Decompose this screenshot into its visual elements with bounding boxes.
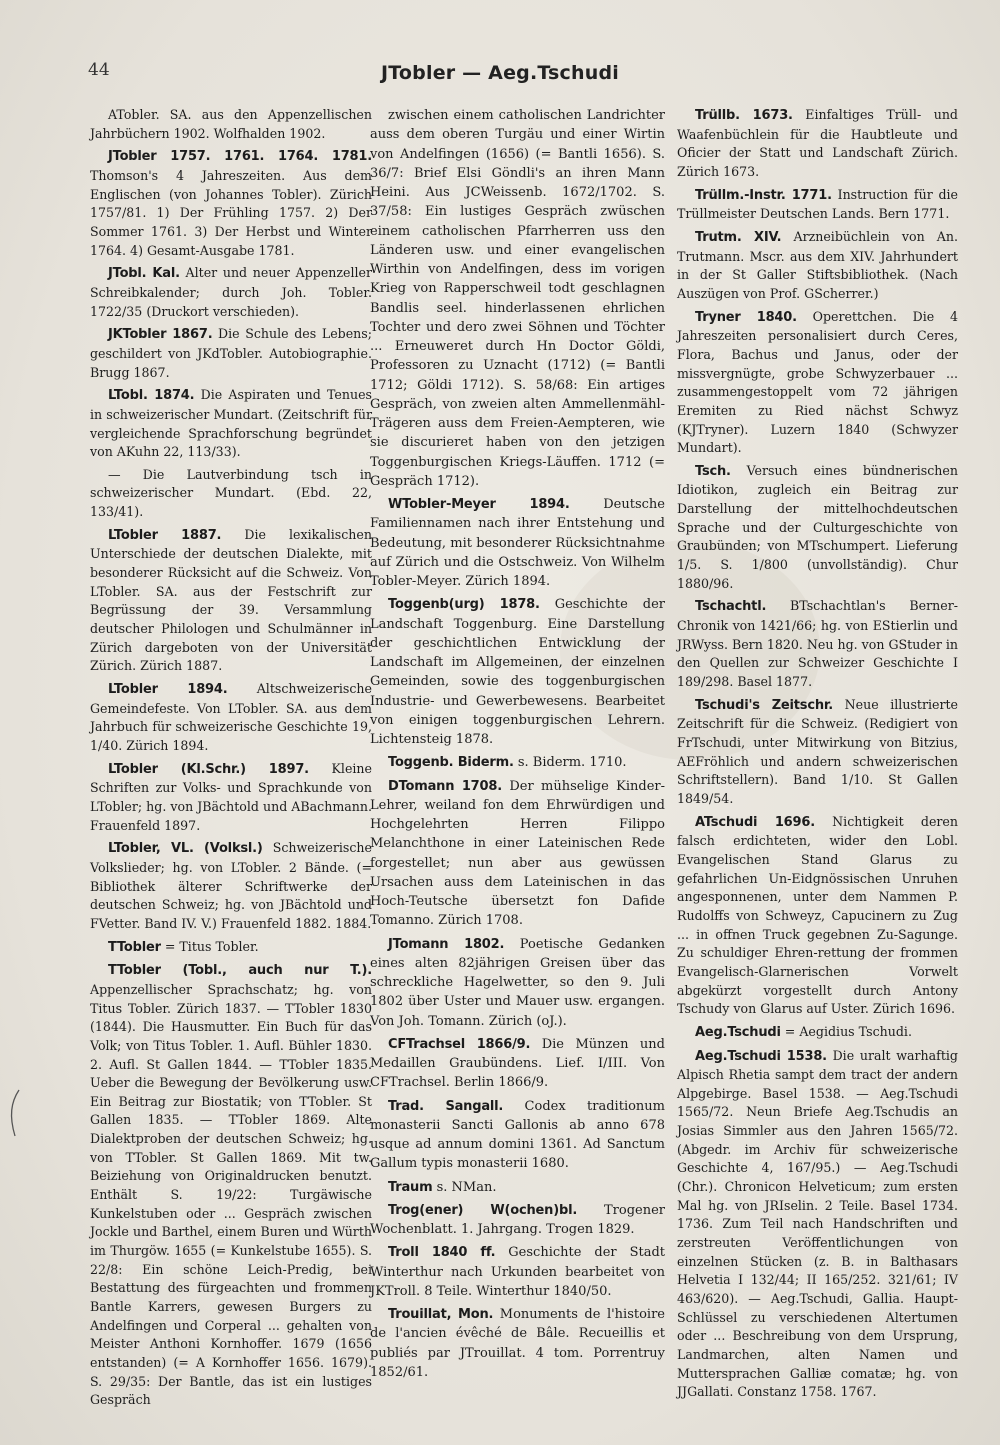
entry-siglum: LTobler 1887. bbox=[108, 527, 222, 543]
entry-siglum: JTomann 1802. bbox=[388, 936, 505, 952]
bibliography-entry bbox=[90, 680, 372, 756]
bibliography-entry bbox=[90, 325, 372, 382]
entry-text: Die Münzen und Medaillen Graubündens. Lief. I/III. Von CFTrachsel. Berlin 1866/9. bbox=[370, 1036, 665, 1091]
entry-text: Arzneibüchlein von An. Trutmann. Mscr. aus dem XIV. Jahrhundert in der St Galler Stiftsbibliothek. (Nach Auszügen von Prof. GScherrer.) bbox=[677, 228, 958, 301]
entry-siglum: TTobler bbox=[108, 939, 161, 955]
entry-text: s. Biderm. 1710. bbox=[513, 755, 627, 771]
bibliography-entry bbox=[370, 1243, 665, 1301]
entry-siglum: Aeg.Tschudi 1538. bbox=[695, 1048, 827, 1064]
bibliography-entry bbox=[90, 839, 372, 933]
bibliography-entry bbox=[90, 938, 372, 958]
entry-text: Trogener Wochenblatt. 1. Jahrgang. Trogen 1829. bbox=[370, 1202, 665, 1237]
entry-siglum: Aeg.Tschudi bbox=[695, 1024, 781, 1040]
column-left bbox=[90, 106, 372, 1414]
entry-siglum: LTobler 1894. bbox=[108, 682, 228, 698]
entry-siglum: ATschudi 1696. bbox=[695, 814, 815, 830]
entry-text: Die uralt warhaftig Alpisch Rhetia sampt dem tract der andern Alpgebirge. Basel 1538. — Aeg.Tschudi 1565/72. Neun Briefe Aeg.Tschudis an Josias Simmler aus den Jahren 1565/72. (Abgedr. im Archiv für schweizerische Geschichte 4, 167/95.) — Aeg.Tschudi (Chr.). Chronicon Helveticum; zum ersten Mal hg. von JRIselin. 2 Teile. Basel 1734. 1736. Zum Teil nach Handschriften und zerstreuten Veröffentlichungen von einzelnen Stücken (z. B. in Balthasars Helvetia I 132/44; II 165/252. 321/61; IV 463/620). — Aeg.Tschudi, Gallia. Haupt-Schlüssel zu verschiedenen Altertumen oder ... Beschreibung von dem Ursprung, Landmarchen, alten Namen und Muttersprachen Galliæ comatæ; hg. von JJGallati. Constanz 1758. 1767. bbox=[677, 1047, 958, 1400]
entry-siglum: LTobl. 1874. bbox=[108, 388, 195, 404]
entry-text: Nichtigkeit deren falsch erdichteten, wider den Lobl. Evangelischen Stand Glarus zu gefahrlichen Un-Eidgnössischen Unruhen angesponnenen, unter dem Nammen P. Rudolffs von Schweyz, Capucinern zu Zug ... in offnen Truck gegebnen Zu-Sagunge. Zu schuldiger Ehren-rettung der frommen Evangelisch-Glarnerischen Vorwelt abgekürzt vorgestellt durch Antony Tschudy von Glarus auf Uster. Zürich 1696. bbox=[677, 813, 958, 1017]
entry-text: Neue illustrierte Zeitschrift für die Schweiz. (Redigiert von FrTschudi, unter Mitwirkung von Bitzius, AEFröhlich und andern schweizerischen Schriftstellern). Band 1/10. St Gallen 1849/54. bbox=[677, 696, 958, 806]
entry-text: Versuch eines bündnerischen Idiotikon, zugleich ein Beitrag zur Darstellung der mittelhochdeutschen Sprache und der Culturgeschichte von Graubünden; von MTschumpert. Lieferung 1/5. S. 1/800 (unvollständig). Chur 1880/96. bbox=[677, 462, 958, 591]
entry-siglum: Tryner 1840. bbox=[695, 309, 797, 325]
bibliography-entry bbox=[90, 147, 372, 260]
entry-siglum: Trüllb. 1673. bbox=[695, 108, 793, 123]
entry-text: BTschachtlan's Berner-Chronik von 1421/66; hg. von EStierlin und JRWyss. Bern 1820. Neu hg. von GStuder in den Quellen zur Schweizer Geschichte I 189/298. Basel 1877. bbox=[677, 598, 958, 690]
entry-text: Operettchen. Die 4 Jahreszeiten personalisiert durch Ceres, Flora, Bachus und Janus, oder der missvergnügte, grobe Schwyzerbauer ... zusammengestoppelt vom 72 jährigen Eremiten zu Ried nächst Schwyz (KJTryner). Luzern 1840 (Schwyzer Mundart). bbox=[677, 308, 959, 456]
entry-siglum: Tsch. bbox=[695, 463, 731, 479]
entry-text: Geschichte der Landschaft Toggenburg. Eine Darstellung der geschichtlichen Entwicklung der Landschaft im Allgemeinen, der einzelnen Gemeinden, sowie des toggenburgischen Industrie- und Gewerbewesens. Bearbeitet von einigen toggenburgischen Lehrern. Lichtensteig 1878. bbox=[370, 597, 665, 747]
column-middle bbox=[370, 106, 665, 1386]
column-right bbox=[677, 106, 958, 1406]
entry-text: Die Schule des Lebens; geschildert von JKdTobler. Autobiographie. Brugg 1867. bbox=[90, 326, 372, 380]
bibliography-entry bbox=[370, 595, 665, 749]
entry-text: Instruction für die Trüllmeister Deutschen Lands. Bern 1771. bbox=[677, 186, 959, 222]
bibliography-entry bbox=[90, 760, 372, 836]
bibliography-entry bbox=[677, 597, 958, 691]
bibliography-entry bbox=[677, 308, 958, 458]
bibliography-entry bbox=[677, 106, 958, 182]
entry-siglum: JTobl. Kal. bbox=[108, 266, 180, 282]
page-number: 44 bbox=[88, 60, 110, 80]
entry-text: Codex traditionum monasterii Sancti Gallonis ab anno 678 usque ad annum domini 1361. Ad Sanctum Gallum typis monasterii 1680. bbox=[370, 1098, 665, 1172]
running-head: JTobler — Aeg.Tschudi bbox=[381, 62, 619, 84]
entry-text: Der mühselige Kinder-Lehrer, weiland fon dem Ehrwürdigen und Hochgelehrten Herren Filippo Melanchthone in einer Lateinischen Rede forgestellet; nun aber aus gewüssen Ursachen auss dem Lateinischen in das Hoch-Teutsche übersetzt fon Dafide Tomanno. Zürich 1708. bbox=[370, 778, 665, 929]
bibliography-entry bbox=[370, 106, 665, 491]
entry-text: Deutsche Familiennamen nach ihrer Entstehung und Bedeutung, mit besonderer Rücksichtnahme auf Zürich und die Ostschweiz. Von Wilhelm Tobler-Meyer. Zürich 1894. bbox=[370, 497, 665, 589]
entry-siglum: Tschachtl. bbox=[695, 599, 767, 615]
entry-text: ATobler. SA. aus den Appenzellischen Jahrbüchern 1902. Wolfhalden 1902. bbox=[90, 107, 372, 141]
entry-text: Geschichte der Stadt Winterthur nach Urkunden bearbeitet von JKTroll. 8 Teile. Winterthur 1840/50. bbox=[370, 1245, 665, 1299]
entry-siglum: Trutm. XIV. bbox=[695, 229, 782, 245]
entry-siglum: Trad. Sangall. bbox=[388, 1098, 504, 1114]
bibliography-entry bbox=[90, 466, 372, 522]
bibliography-entry bbox=[370, 1305, 665, 1382]
entry-text: — Die Lautverbindung tsch in schweizerischer Mundart. (Ebd. 22, 133/41). bbox=[90, 466, 372, 520]
bibliography-entry bbox=[370, 1035, 665, 1093]
entry-siglum: Traum bbox=[388, 1179, 433, 1195]
entry-text: Thomson's 4 Jahreszeiten. Aus dem Englischen (von Johannes Tobler). Zürich 1757/81. 1) Der Frühling 1757. 2) Der Sommer 1761. 3) Der Herbst und Winter 1764. 4) Gesamt-Ausgabe 1781. bbox=[90, 167, 372, 258]
bibliography-entry bbox=[677, 1023, 958, 1043]
entry-text: Appenzellischer Sprachschatz; hg. von Titus Tobler. Zürich 1837. — TTobler 1830 (1844). Die Hausmutter. Ein Buch für das Volk; von Titus Tobler. 1. Aufl. Bühler 1830. 2. Aufl. St Gallen 1844. — TTobler 1835. Ueber die Bewegung der Bevölkerung usw. Ein Beitrag zur Biostatik; von TTobler. St Gallen 1835. — TTobler 1869. Alte Dialektproben der deutschen Schweiz; hg. von TTobler. St Gallen 1869. Mit tw. Beiziehung von Originaldrucken benutzt. Enthält S. 19/22: Turgäwische Kunkelstuben oder ... Gespräch zwischen Jockle und Barthel, einem Buren und Würth im Thurgöw. 1655 (= Kunkelstube 1655). S. 22/8: Ein schöne Leich-Predig, bei Bestattung des fürgeachten und frommen Bantle Karrers, gewesen Burgers zu Andelfingen und Corperal ... gehalten von Meister Anthoni Kornhoffer. 1679 (1656 entstanden) (= A Kornhoffer 1656. 1679). S. 29/35: Der Bantle, das ist ein lustiges Gespräch bbox=[90, 981, 372, 1408]
bibliography-entry bbox=[677, 696, 958, 809]
entry-text: zwischen einem catholischen Landrichter auss dem oberen Turgäu und einer Wirtin von Andelfingen (1656) (= Bantli 1656). S. 36/7: Brief Elsi Göndli's an ihren Mann Heini. Aus JCWeissenb. 1672/1702. S. 37/58: Ein lustiges Gespräch zwüschen einem catholischen Pfarrherren uss den Länderen usw. und einer evangelischen Wirthin von Andelfingen, dess im vorigen Krieg von Rapperschweil todt geschlagnen Bandlis seel. hinderlassenen ehrlichen Tochter und dero zwei Söhnen und Töchter ... Erneuweret durch Hn Doctor Göldi, Professoren zu Uznacht (1712) (= Bantli 1712; Göldi 1712). S. 58/68: Ein artiges Gespräch, von zweien alten Ammellenmähl-Trägeren auss dem Freien-Aempteren, wie sie discurieret haben von den jetzigen Toggenburgischen Kriegs-Läuffen. 1712 (= Gespräch 1712). bbox=[370, 108, 665, 489]
bibliography-entry bbox=[370, 1201, 665, 1240]
bibliography-entry bbox=[370, 753, 665, 772]
bibliography-entry bbox=[90, 264, 372, 321]
bibliography-entry bbox=[90, 961, 372, 1410]
entry-siglum: CFTrachsel 1866/9. bbox=[388, 1036, 531, 1052]
entry-text: Die lexikalischen Unterschiede der deutschen Dialekte, mit besonderer Rücksicht auf die Schweiz. Von LTobler. SA. aus der Festschrift zur Begrüssung der 39. Versammlung deutscher Philologen und Schulmänner in Zürich dargeboten von der Universität Zürich. Zürich 1887. bbox=[90, 526, 372, 674]
entry-text: Schweizerische Volkslieder; hg. von LTobler. 2 Bände. (= Bibliothek älterer Schriftwerke der deutschen Schweiz; hg. von JBächtold und FVetter. Band IV. V.) Frauenfeld 1882. 1884. bbox=[90, 840, 372, 931]
entry-text: Die Aspiraten und Tenues in schweizerischer Mundart. (Zeitschrift für vergleichende Sprachforschung begründet von AKuhn 22, 113/33). bbox=[90, 387, 373, 460]
entry-text: Poetische Gedanken eines alten 82jährigen Greisen über das schreckliche Hagelwetter, so den 9. Juli 1802 über Uster und Mauer usw. ergangen. Von Joh. Tomann. Zürich (oJ.). bbox=[370, 936, 665, 1029]
bibliography-entry bbox=[370, 1178, 665, 1197]
entry-text: Einfaltiges Trüll- und Waafenbüchlein für die Haubtleute und Oficier der Statt und Landschaft Zürich. Zürich 1673. bbox=[677, 107, 958, 179]
entry-siglum: DTomann 1708. bbox=[388, 778, 502, 794]
bibliography-entry bbox=[90, 526, 372, 676]
entry-siglum: Troll 1840 ff. bbox=[388, 1245, 496, 1261]
entry-text: Kleine Schriften zur Volks- und Sprachkunde von LTobler; hg. von JBächtold und ABachmann. Frauenfeld 1897. bbox=[90, 760, 372, 833]
entry-text: = Titus Tobler. bbox=[160, 938, 259, 954]
bibliography-entry bbox=[90, 386, 372, 462]
entry-siglum: LTobler, VL. (Volksl.) bbox=[108, 841, 263, 857]
bibliography-entry bbox=[677, 1047, 958, 1402]
bibliography-entry bbox=[370, 935, 665, 1031]
entry-text: Monuments de l'histoire de l'ancien évêché de Bâle. Recueillis et publiés par JTrouillat. 4 tom. Porrentruy 1852/61. bbox=[370, 1307, 665, 1380]
entry-siglum: Trüllm.-Instr. 1771. bbox=[695, 187, 832, 203]
entry-siglum: Trouillat, Mon. bbox=[388, 1307, 494, 1322]
bibliography-entry bbox=[370, 1097, 665, 1174]
entry-siglum: JTobler 1757. 1761. 1764. 1781. bbox=[108, 149, 372, 165]
bibliography-entry bbox=[90, 106, 372, 143]
bibliography-entry bbox=[677, 462, 958, 594]
entry-siglum: WTobler-Meyer 1894. bbox=[388, 497, 570, 512]
entry-siglum: Tschudi's Zeitschr. bbox=[695, 697, 834, 713]
pencil-margin-mark bbox=[5, 1088, 25, 1138]
bibliography-entry bbox=[677, 186, 958, 224]
bibliography-entry bbox=[370, 495, 665, 591]
bibliography-entry bbox=[677, 813, 958, 1019]
bibliography-entry bbox=[677, 228, 958, 304]
entry-siglum: Toggenb(urg) 1878. bbox=[388, 597, 540, 613]
bibliography-entry bbox=[370, 777, 665, 931]
entry-siglum: Toggenb. Biderm. bbox=[388, 755, 514, 771]
entry-siglum: Trog(ener) W(ochen)bl. bbox=[388, 1202, 578, 1218]
entry-siglum: JKTobler 1867. bbox=[108, 327, 213, 343]
entry-text: Alter und neuer Appenzeller Schreibkalender; durch Joh. Tobler. 1722/35 (Druckort verschieden). bbox=[90, 265, 372, 319]
entry-siglum: LTobler (Kl.Schr.) 1897. bbox=[108, 761, 309, 777]
entry-text: s. NMan. bbox=[432, 1179, 497, 1195]
entry-text: = Aegidius Tschudi. bbox=[780, 1023, 912, 1039]
entry-text: Altschweizerische Gemeindefeste. Von LTobler. SA. aus dem Jahrbuch für schweizerische Geschichte 19, 1/40. Zürich 1894. bbox=[90, 681, 372, 753]
entry-siglum: TTobler (Tobl., auch nur T.). bbox=[108, 963, 372, 979]
